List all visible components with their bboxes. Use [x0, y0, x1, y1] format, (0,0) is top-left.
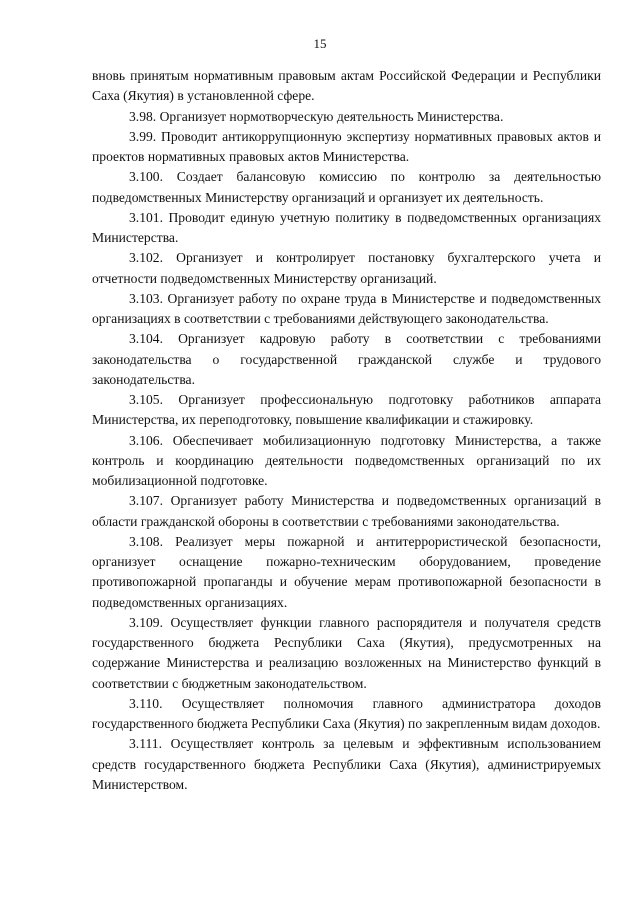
- document-body: [92, 66, 601, 795]
- paragraph-3-99: 3.99. Проводит антикоррупционную экспертизу нормативных правовых актов и проектов нормативных правовых актов Министерства.: [92, 128, 601, 164]
- paragraph-continuation: вновь принятым нормативным правовым актам Российской Федерации и Республики Саха (Якутия) в установленной сфере.: [92, 68, 601, 104]
- paragraph-3-101: 3.101. Проводит единую учетную политику в подведомственных организациях Министерства.: [92, 209, 601, 245]
- paragraph-3-105: 3.105. Организует профессиональную подготовку работников аппарата Министерства, их переподготовку, повышение квалификации и стажировку.: [92, 392, 601, 428]
- paragraph-3-100: 3.100. Создает балансовую комиссию по контролю за деятельностью подведомственных Министерству организаций и организует их деятельность.: [92, 169, 601, 205]
- paragraph-3-110: 3.110. Осуществляет полномочия главного администратора доходов государственного бюджета Республики Саха (Якутия) по закрепленным видам доходов.: [92, 695, 601, 731]
- paragraph-3-102: 3.102. Организует и контролирует постановку бухгалтерского учета и отчетности подведомственных Министерству организаций.: [92, 250, 601, 286]
- paragraph-3-108: 3.108. Реализует меры пожарной и антитеррористической безопасности, организует оснащение пожарно-техническим оборудованием, проведение противопожарной пропаганды и обучение мерам противопожарной безопасности в подведомственных организациях.: [92, 533, 601, 610]
- paragraph-3-111: 3.111. Осуществляет контроль за целевым и эффективным использованием средств государственного бюджета Республики Саха (Якутия), администрируемых Министерством.: [92, 736, 601, 792]
- paragraph-3-106: 3.106. Обеспечивает мобилизационную подготовку Министерства, а также контроль и координацию деятельности подведомственных организаций по их мобилизационной подготовке.: [92, 432, 601, 488]
- paragraph-3-109: 3.109. Осуществляет функции главного распорядителя и получателя средств государственного бюджета Республики Саха (Якутия), предусмотренных на содержание Министерства и реализацию возложенных на Министерство функций в соответствии с бюджетным законодательством.: [92, 614, 601, 691]
- paragraph-3-103: 3.103. Организует работу по охране труда в Министерстве и подведомственных организациях в соответствии с требованиями действующего законодательства.: [92, 290, 601, 326]
- paragraph-3-104: 3.104. Организует кадровую работу в соответствии с требованиями законодательства о государственной гражданской службе и трудового законодательства.: [92, 331, 601, 387]
- paragraph-3-98: 3.98. Организует нормотворческую деятельность Министерства.: [129, 108, 504, 124]
- page-number: 15: [313, 36, 327, 51]
- paragraph-3-107: 3.107. Организует работу Министерства и подведомственных организаций в области гражданской обороны в соответствии с требованиями законодательства.: [92, 493, 601, 529]
